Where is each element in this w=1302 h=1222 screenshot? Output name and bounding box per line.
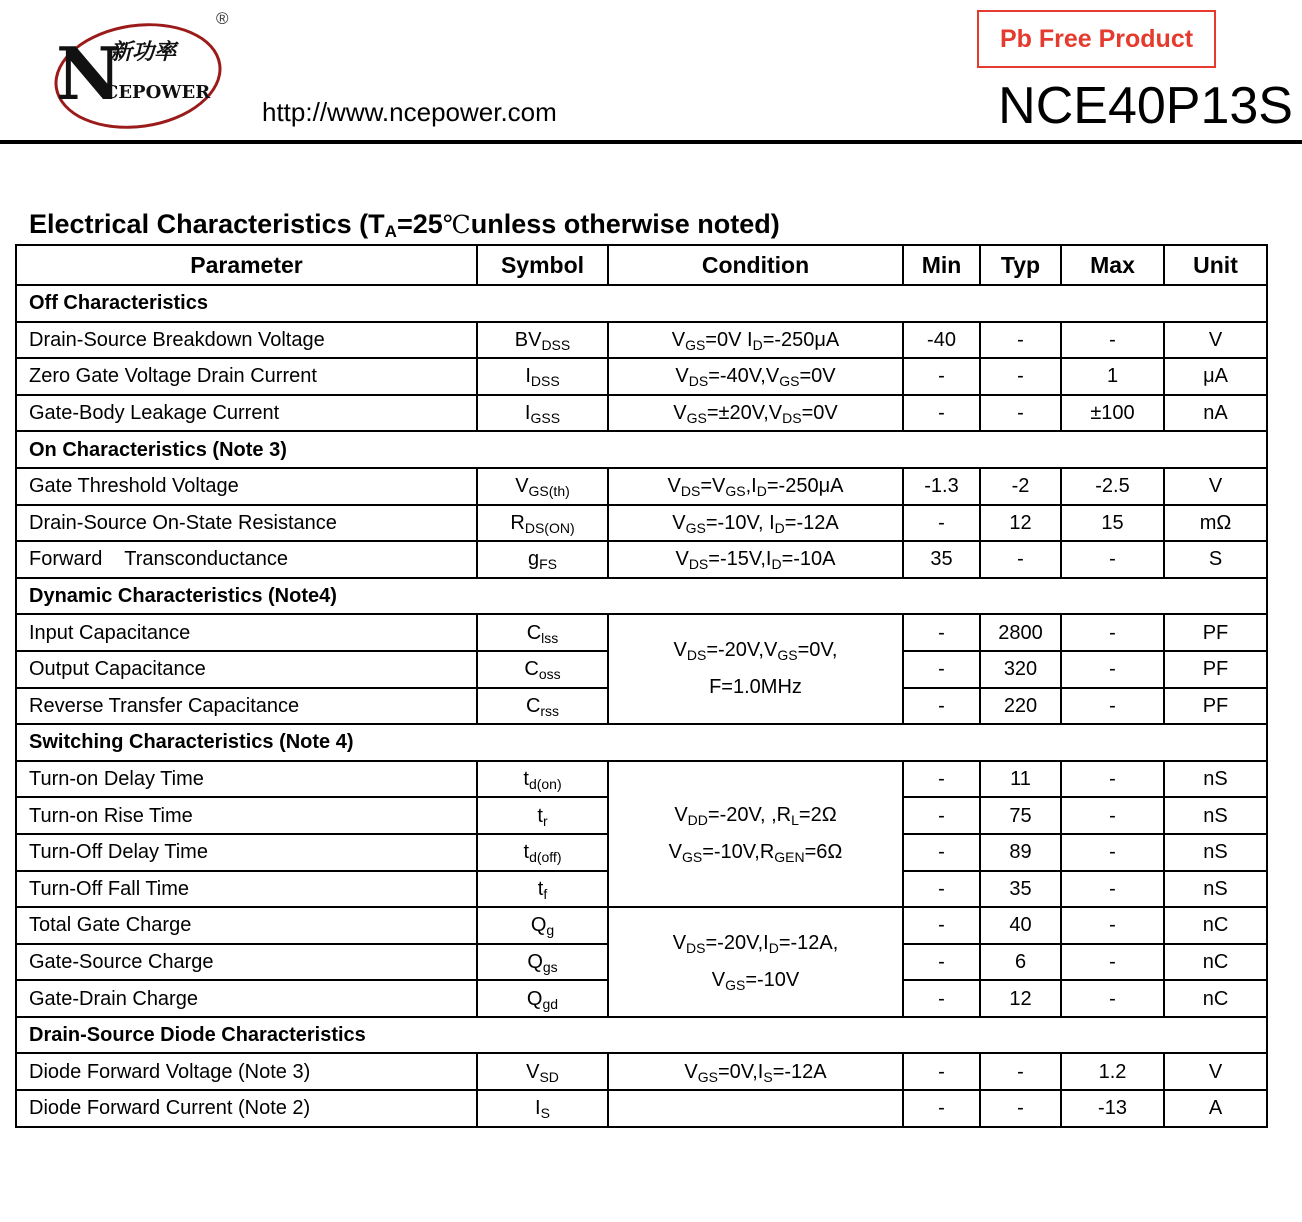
text-segment: t [537, 804, 543, 827]
subscript-text: L [791, 811, 799, 828]
group-header-row [16, 724, 1267, 761]
text-segment: V [668, 840, 682, 863]
subscript-text: d(off) [529, 849, 562, 866]
cell-unit: μA [1164, 358, 1267, 395]
text-segment: =0V I [705, 328, 753, 351]
cell-min: - [903, 761, 980, 798]
cell-symbol [477, 395, 608, 432]
cell-typ: 12 [980, 505, 1061, 542]
cell-condition [608, 322, 903, 359]
cell-parameter: Gate Threshold Voltage [16, 468, 477, 505]
group-title: Drain-Source Diode Characteristics [16, 1017, 1267, 1054]
cell-symbol [477, 871, 608, 908]
text-segment: V [526, 1060, 540, 1083]
text-segment: R [510, 511, 525, 534]
subscript-text: D [756, 483, 767, 500]
cell-max: ±100 [1061, 395, 1164, 432]
cell-condition [608, 468, 903, 505]
table-row [16, 358, 1267, 395]
text-segment: C [525, 694, 541, 717]
cell-parameter: Turn-on Rise Time [16, 797, 477, 834]
text-segment: BV [514, 328, 542, 351]
table-row [16, 1090, 1267, 1127]
cell-parameter: Output Capacitance [16, 651, 477, 688]
group-header-row [16, 578, 1267, 615]
subscript-text: D [771, 556, 782, 573]
cell-symbol [477, 834, 608, 871]
text-segment: V [672, 931, 687, 954]
cell-min: -1.3 [903, 468, 980, 505]
cell-min: - [903, 358, 980, 395]
text-segment: =V [700, 475, 726, 498]
condition-line [609, 834, 902, 871]
cell-min: - [903, 505, 980, 542]
cell-symbol [477, 1053, 608, 1090]
text-segment: =-10V, I [705, 511, 775, 534]
cell-condition [608, 395, 903, 432]
cell-max: - [1061, 980, 1164, 1017]
cell-unit: nC [1164, 907, 1267, 944]
text-segment: =-10A [781, 548, 836, 571]
cell-parameter: Diode Forward Voltage (Note 3) [16, 1053, 477, 1090]
text-segment: F=1.0MHz [709, 676, 802, 699]
text-segment: I [525, 365, 531, 388]
subscript-text: GS [697, 1068, 718, 1085]
logo-chinese-name: 新功率 [110, 40, 177, 65]
cell-symbol [477, 505, 608, 542]
cell-symbol [477, 1090, 608, 1127]
group-title: On Characteristics (Note 3) [16, 431, 1267, 468]
cell-min: - [903, 907, 980, 944]
subscript-text: DSS [541, 336, 571, 353]
subscript-text: f [543, 885, 548, 902]
subscript-text: DS [686, 939, 706, 956]
cell-unit: V [1164, 1053, 1267, 1090]
cell-typ: -2 [980, 468, 1061, 505]
text-segment: t [523, 841, 530, 864]
cell-parameter: Input Capacitance [16, 614, 477, 651]
group-title: Dynamic Characteristics (Note4) [16, 578, 1267, 615]
column-header-min: Min [903, 245, 980, 285]
column-header-parameter: Parameter [16, 245, 477, 285]
title-temperature: =25 [396, 209, 443, 239]
text-segment: I [524, 402, 531, 425]
condition-block [609, 632, 902, 706]
column-header-max: Max [1061, 245, 1164, 285]
cell-min: - [903, 980, 980, 1017]
degree-celsius-icon: ℃ [442, 210, 471, 239]
text-segment: =-40V,V [708, 365, 780, 388]
cell-parameter: Gate-Body Leakage Current [16, 395, 477, 432]
pb-free-badge: Pb Free Product [977, 10, 1216, 68]
cell-max: -2.5 [1061, 468, 1164, 505]
cell-max: -13 [1061, 1090, 1164, 1127]
cell-condition [608, 358, 903, 395]
cell-unit: nA [1164, 395, 1267, 432]
cell-min: - [903, 871, 980, 908]
table-header-row [16, 245, 1267, 285]
cell-condition-shared [608, 907, 903, 1017]
text-segment: =-15V,I [708, 548, 772, 571]
subscript-text: GS [725, 483, 746, 500]
subscript-text: DS(ON) [524, 519, 575, 536]
subscript-text: SD [539, 1068, 559, 1085]
cell-condition [608, 1090, 903, 1127]
cell-typ: - [980, 541, 1061, 578]
cell-symbol [477, 688, 608, 725]
subscript-text: GS [685, 336, 706, 353]
subscript-text: rss [540, 702, 560, 719]
cell-min: - [903, 1090, 980, 1127]
cell-symbol [477, 541, 608, 578]
table-row [16, 907, 1267, 944]
text-segment: =2Ω [798, 803, 837, 826]
cell-min: - [903, 688, 980, 725]
cell-symbol [477, 761, 608, 798]
text-segment: =-10V,R [702, 840, 775, 863]
subscript-text: DS [688, 373, 709, 390]
cell-typ: 11 [980, 761, 1061, 798]
subscript-text: gs [542, 958, 558, 975]
text-segment: V [673, 402, 687, 425]
text-segment: Q [526, 987, 543, 1010]
cell-max: - [1061, 322, 1164, 359]
text-segment: V [711, 968, 726, 991]
text-segment: =-10V [745, 968, 800, 991]
cell-symbol [477, 797, 608, 834]
subscript-text: GS [686, 410, 707, 427]
cell-min: - [903, 614, 980, 651]
condition-line [609, 962, 902, 999]
subscript-text: GS [779, 373, 800, 390]
cell-typ: - [980, 1090, 1061, 1127]
text-segment: V [674, 803, 688, 826]
cell-unit: PF [1164, 688, 1267, 725]
cell-condition [608, 505, 903, 542]
subscript-text: GS [681, 848, 703, 865]
text-segment: =-20V,V [706, 639, 778, 662]
cell-condition [608, 1053, 903, 1090]
cell-typ: 75 [980, 797, 1061, 834]
cell-unit: nC [1164, 944, 1267, 981]
text-segment: Q [530, 914, 547, 937]
cell-unit: A [1164, 1090, 1267, 1127]
cell-symbol [477, 980, 608, 1017]
cell-unit: nC [1164, 980, 1267, 1017]
cell-unit: V [1164, 468, 1267, 505]
cell-typ: - [980, 358, 1061, 395]
cell-symbol [477, 358, 608, 395]
cell-parameter: Forward Transconductance [16, 541, 477, 578]
cell-parameter: Drain-Source Breakdown Voltage [16, 322, 477, 359]
cell-parameter: Drain-Source On-State Resistance [16, 505, 477, 542]
column-header-symbol: Symbol [477, 245, 608, 285]
table-body [16, 285, 1267, 1127]
subscript-text: GEN [774, 848, 805, 865]
subscript-text: r [542, 812, 548, 829]
text-segment: C [524, 658, 539, 681]
cell-unit: nS [1164, 871, 1267, 908]
cell-typ: - [980, 395, 1061, 432]
cell-symbol [477, 468, 608, 505]
text-segment: =-12A [772, 1060, 827, 1083]
group-title: Off Characteristics [16, 285, 1267, 322]
cell-max: 15 [1061, 505, 1164, 542]
cell-max: 1 [1061, 358, 1164, 395]
cell-typ: 6 [980, 944, 1061, 981]
subscript-text: g [546, 922, 555, 939]
cell-typ: 40 [980, 907, 1061, 944]
cell-typ: - [980, 1053, 1061, 1090]
table-row [16, 322, 1267, 359]
subscript-text: D [768, 939, 779, 956]
page-header [0, 0, 1302, 150]
cell-symbol [477, 944, 608, 981]
cell-min: - [903, 651, 980, 688]
text-segment: =-12A, [778, 931, 839, 954]
text-segment: Q [527, 950, 543, 973]
text-segment: V [675, 365, 689, 388]
cell-symbol [477, 322, 608, 359]
subscript-text: DS [686, 647, 707, 664]
cell-max: - [1061, 944, 1164, 981]
cell-max: - [1061, 834, 1164, 871]
cell-min: - [903, 797, 980, 834]
group-header-row [16, 285, 1267, 322]
condition-line [609, 925, 902, 962]
section-title [29, 208, 780, 241]
text-segment: V [671, 328, 686, 351]
cell-parameter: Turn-Off Delay Time [16, 834, 477, 871]
cell-parameter: Turn-on Delay Time [16, 761, 477, 798]
cell-max: - [1061, 871, 1164, 908]
text-segment: t [523, 768, 529, 791]
subscript-text: S [540, 1105, 550, 1122]
text-segment: =-20V,I [705, 931, 769, 954]
cell-condition [608, 541, 903, 578]
cell-min: - [903, 395, 980, 432]
text-segment: =0V,I [717, 1060, 764, 1083]
condition-block [609, 925, 902, 999]
logo-brand-text: CEPOWER [104, 82, 211, 103]
subscript-text: DS [782, 410, 802, 427]
subscript-text: DS [680, 483, 701, 500]
text-segment: =-250μA [762, 328, 840, 351]
subscript-text: gd [542, 995, 559, 1012]
subscript-text: GS [725, 976, 746, 993]
text-segment: C [526, 621, 542, 644]
cell-typ: 89 [980, 834, 1061, 871]
cell-unit: PF [1164, 614, 1267, 651]
cell-typ: 220 [980, 688, 1061, 725]
cell-max: - [1061, 907, 1164, 944]
cell-unit: PF [1164, 651, 1267, 688]
cell-min: 35 [903, 541, 980, 578]
text-segment: V [672, 511, 686, 534]
table-row [16, 505, 1267, 542]
text-segment: =0V [801, 402, 838, 425]
cell-min: - [903, 834, 980, 871]
group-header-row [16, 431, 1267, 468]
subscript-text: oss [538, 666, 561, 683]
text-segment: =6Ω [804, 840, 843, 863]
cell-parameter: Gate-Drain Charge [16, 980, 477, 1017]
cell-parameter: Gate-Source Charge [16, 944, 477, 981]
header-divider [0, 140, 1302, 144]
cell-min: - [903, 1053, 980, 1090]
cell-max: - [1061, 797, 1164, 834]
text-segment: I [535, 1097, 541, 1120]
cell-max: - [1061, 651, 1164, 688]
registered-mark-icon: ® [216, 9, 229, 28]
cell-max: 1.2 [1061, 1053, 1164, 1090]
text-segment: =0V, [797, 639, 838, 662]
group-header-row [16, 1017, 1267, 1054]
text-segment: V [667, 475, 681, 498]
text-segment: V [675, 548, 689, 571]
subscript-text: lss [541, 629, 559, 646]
column-header-condition: Condition [608, 245, 903, 285]
part-number: NCE40P13S [998, 77, 1293, 135]
condition-block [609, 797, 902, 871]
text-segment: g [527, 548, 540, 571]
cell-min: -40 [903, 322, 980, 359]
text-segment: =±20V,V [706, 402, 783, 425]
cell-parameter: Diode Forward Current (Note 2) [16, 1090, 477, 1127]
column-header-unit: Unit [1164, 245, 1267, 285]
table-row [16, 395, 1267, 432]
condition-line [609, 669, 902, 706]
cell-typ: 35 [980, 871, 1061, 908]
text-segment: =-20V, ,R [707, 803, 792, 826]
cell-parameter: Reverse Transfer Capacitance [16, 688, 477, 725]
cell-typ: - [980, 322, 1061, 359]
text-segment: =0V [799, 365, 836, 388]
condition-line [609, 632, 902, 669]
cell-max: - [1061, 614, 1164, 651]
cell-parameter: Total Gate Charge [16, 907, 477, 944]
logo-letter: N [56, 31, 122, 116]
table-row [16, 468, 1267, 505]
text-segment: V [684, 1060, 698, 1083]
table-row [16, 541, 1267, 578]
subscript-text: DD [687, 811, 708, 828]
cell-symbol [477, 907, 608, 944]
column-header-typ: Typ [980, 245, 1061, 285]
group-title: Switching Characteristics (Note 4) [16, 724, 1267, 761]
text-segment: ,I [745, 475, 757, 498]
website-link[interactable]: http://www.ncepower.com [262, 97, 557, 127]
subscript-text: GSS [530, 410, 561, 427]
cell-unit: S [1164, 541, 1267, 578]
cell-typ: 12 [980, 980, 1061, 1017]
subscript-text: DS [688, 556, 709, 573]
title-prefix: Electrical Characteristics (T [29, 209, 385, 239]
text-segment: V [673, 639, 687, 662]
subscript-text: FS [539, 556, 557, 573]
subscript-text: GS [777, 647, 798, 664]
text-segment: =-12A [784, 511, 839, 534]
cell-unit: nS [1164, 834, 1267, 871]
cell-symbol [477, 651, 608, 688]
cell-condition-shared [608, 761, 903, 907]
subscript-text: D [752, 336, 763, 353]
cell-min: - [903, 944, 980, 981]
cell-typ: 2800 [980, 614, 1061, 651]
subscript-text: d(on) [528, 776, 562, 793]
cell-max: - [1061, 541, 1164, 578]
subscript-text: DSS [530, 373, 560, 390]
cell-condition-shared [608, 614, 903, 724]
cell-parameter: Zero Gate Voltage Drain Current [16, 358, 477, 395]
text-segment: =-250μA [766, 475, 844, 498]
table-row [16, 761, 1267, 798]
cell-unit: nS [1164, 761, 1267, 798]
cell-typ: 320 [980, 651, 1061, 688]
cell-unit: V [1164, 322, 1267, 359]
subscript-text: GS [685, 519, 706, 536]
subscript-text: S [763, 1068, 773, 1085]
table-row [16, 1053, 1267, 1090]
subscript-text: GS(th) [528, 483, 570, 500]
title-subscript: A [384, 222, 397, 241]
text-segment: V [515, 475, 529, 498]
title-suffix: unless otherwise noted) [470, 209, 780, 239]
cell-unit: mΩ [1164, 505, 1267, 542]
text-segment: t [537, 877, 544, 900]
condition-line [609, 797, 902, 834]
electrical-characteristics-table [15, 244, 1268, 1128]
cell-symbol [477, 614, 608, 651]
cell-unit: nS [1164, 797, 1267, 834]
cell-parameter: Turn-Off Fall Time [16, 871, 477, 908]
ncepower-logo [48, 10, 238, 134]
subscript-text: D [774, 519, 785, 536]
table-row [16, 614, 1267, 651]
cell-max: - [1061, 761, 1164, 798]
cell-max: - [1061, 688, 1164, 725]
